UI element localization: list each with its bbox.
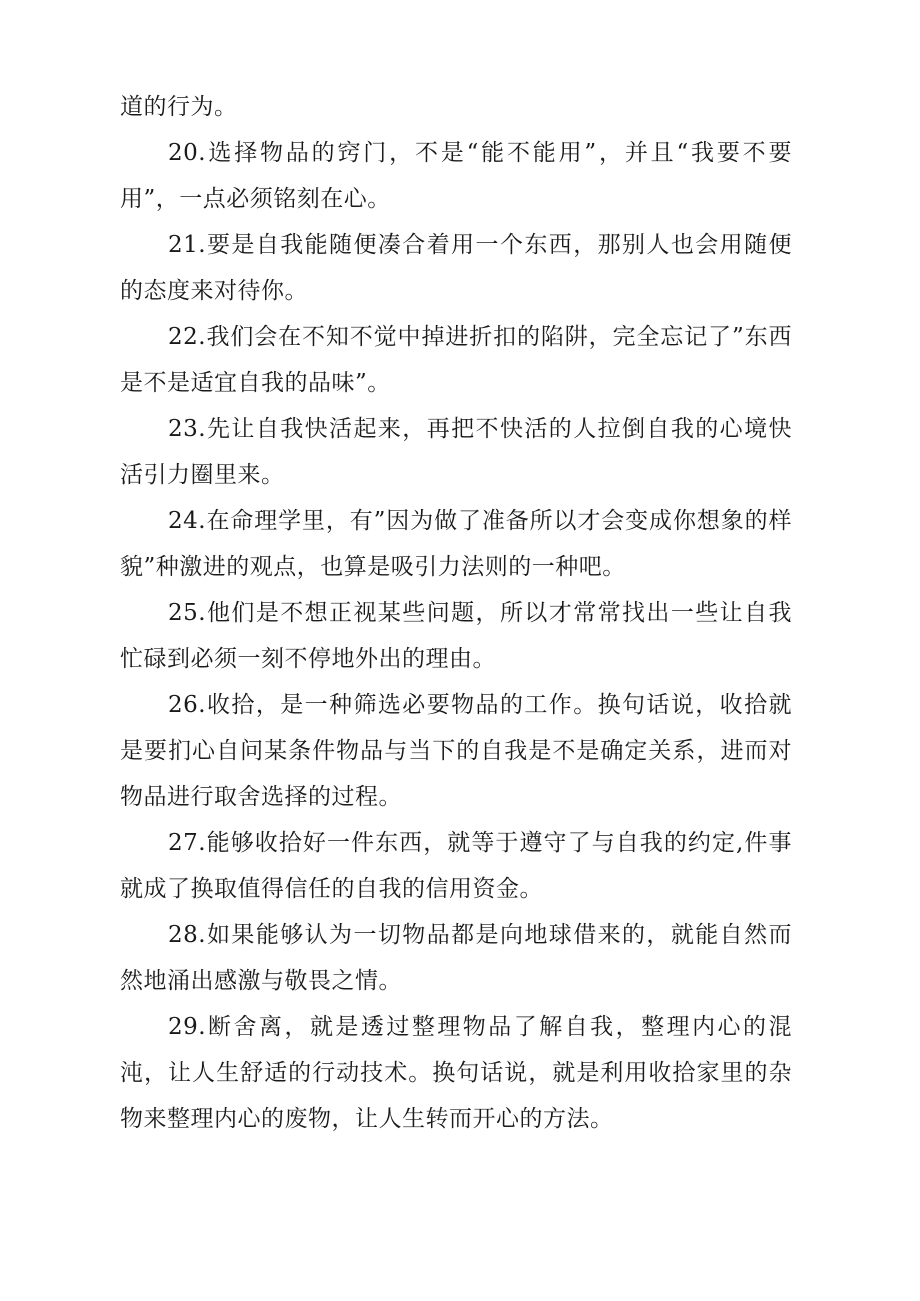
paragraph-continuation: 道的行为。 [120, 94, 238, 120]
paragraph-item-23: 23.先让自我快活起来，再把不快活的人拉倒自我的心境快活引力圈里来。 [120, 416, 792, 488]
paragraph-item-29: 29.断舍离，就是透过整理物品了解自我，整理内心的混沌，让人生舒适的行动技术。换句话说，就是利用收拾家里的杂物来整理内心的废物，让人生转而开心的方法。 [120, 1014, 792, 1132]
paragraph-item-25: 25.他们是不想正视某些问题，所以才常常找出一些让自我忙碌到必须一刻不停地外出的理由。 [120, 600, 792, 672]
paragraph-item-21: 21.要是自我能随便凑合着用一个东西，那别人也会用随便的态度来对待你。 [120, 232, 792, 304]
body-text [120, 84, 792, 1142]
paragraph-item-27: 27.能够收拾好一件东西，就等于遵守了与自我的约定,件事就成了换取值得信任的自我的信用资金。 [120, 830, 792, 902]
paragraph-item-28: 28.如果能够认为一切物品都是向地球借来的，就能自然而然地涌出感激与敬畏之情。 [120, 922, 792, 994]
paragraph-item-22: 22.我们会在不知不觉中掉进折扣的陷阱，完全忘记了”东西是不是适宜自我的品味”。 [120, 324, 792, 396]
paragraph-item-26: 26.收拾，是一种筛选必要物品的工作。换句话说，收拾就是要扪心自问某条件物品与当下的自我是不是确定关系，进而对物品进行取舍选择的过程。 [120, 692, 792, 810]
paragraph-item-24: 24.在命理学里，有”因为做了准备所以才会变成你想象的样貌”种激进的观点，也算是吸引力法则的一种吧。 [120, 508, 792, 580]
paragraph-item-20: 20.选择物品的窍门，不是“能不能用”，并且“我要不要用”，一点必须铭刻在心。 [120, 140, 792, 212]
